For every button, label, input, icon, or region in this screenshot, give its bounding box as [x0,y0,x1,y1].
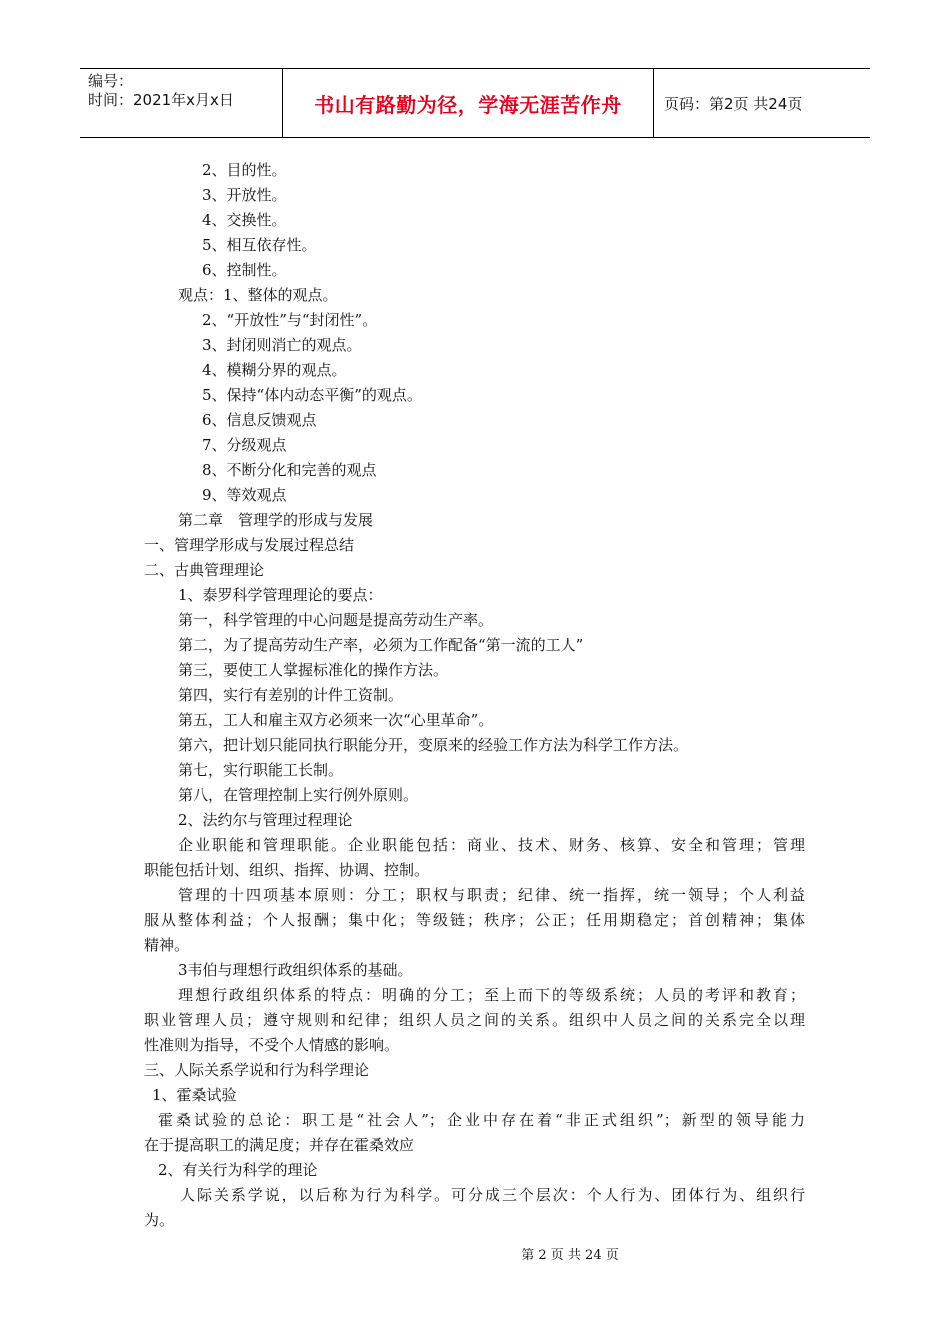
text-line: 4、交换性。 [202,211,287,229]
text-line: 职业管理人员；遵守规则和纪律；组织人员之间的关系。组织中人员之间的关系完全以理 [144,1011,805,1029]
text-line: 职能包括计划、组织、指挥、协调、控制。 [144,861,430,879]
text-line: 理想行政组织体系的特点：明确的分工；至上而下的等级系统；人员的考评和教育； [178,986,805,1004]
text-line: 5、保持“体内动态平衡”的观点。 [202,386,422,404]
text-line: 2、目的性。 [202,161,287,179]
text-line: 7、分级观点 [202,436,287,454]
text-line: 第二，为了提高劳动生产率，必须为工作配备“第一流的工人” [178,636,584,654]
text-line: 管理的十四项基本原则：分工；职权与职责；纪律、统一指挥，统一领导；个人利益 [178,886,805,904]
text-line: 4、模糊分界的观点。 [202,361,347,379]
chapter-heading: 第二章 管理学的形成与发展 [178,511,374,529]
text-line: 观点：1、整体的观点。 [178,286,338,304]
text-line: 人际关系学说，以后称为行为科学。可分成三个层次：个人行为、团体行为、组织行 [180,1186,805,1204]
document-date-label: 时间：2021年x月x日 [88,91,234,109]
header-page-info: 页码：第2页 共24页 [664,94,803,113]
text-line: 性准则为指导，不受个人情感的影响。 [144,1036,400,1054]
text-line: 第八，在管理控制上实行例外原则。 [178,786,419,804]
text-line: 8、不断分化和完善的观点 [202,461,377,479]
text-line: 服从整体利益；个人报酬；集中化；等级链；秩序；公正；任用期稳定；首创精神；集体 [144,911,805,929]
text-line: 第一，科学管理的中心问题是提高劳动生产率。 [178,611,494,629]
header-meta-cell [80,69,283,137]
text-line: 2、法约尔与管理过程理论 [178,811,353,829]
text-line: 第六，把计划只能同执行职能分开，变原来的经验工作方法为科学工作方法。 [178,736,689,754]
section-heading: 二、古典管理理论 [144,561,265,579]
header-motto: 书山有路勤为径，学海无涯苦作舟 [283,69,654,137]
text-line: 3韦伯与理想行政组织体系的基础。 [178,961,413,979]
text-line: 第五，工人和雇主双方必须来一次“心里革命”。 [178,711,494,729]
text-line: 在于提高职工的满足度；并存在霍桑效应 [144,1136,415,1154]
text-line: 为。 [144,1211,175,1229]
text-line: 3、开放性。 [202,186,287,204]
page-footer: 第 2 页 共 24 页 [521,1248,619,1263]
text-line: 6、控制性。 [202,261,287,279]
text-line: 第三，要使工人掌握标准化的操作方法。 [178,661,449,679]
section-heading: 一、管理学形成与发展过程总结 [144,536,355,554]
document-number-label: 编号： [88,72,134,90]
text-line: 9、等效观点 [202,486,287,504]
text-line: 2、“开放性”与“封闭性”。 [202,311,378,329]
text-line: 企业职能和管理职能。企业职能包括：商业、技术、财务、核算、安全和管理；管理 [178,836,805,854]
text-line: 1、泰罗科学管理理论的要点： [178,586,383,604]
page-header [80,68,870,138]
text-line: 5、相互依存性。 [202,236,317,254]
text-line: 霍桑试验的总论：职工是“社会人”；企业中存在着“非正式组织”；新型的领导能力 [158,1111,805,1129]
text-line: 第四，实行有差别的计件工资制。 [178,686,404,704]
text-line: 3、封闭则消亡的观点。 [202,336,362,354]
section-heading: 三、人际关系学说和行为科学理论 [144,1061,370,1079]
text-line: 1、霍桑试验 [152,1086,237,1104]
text-line: 2、有关行为科学的理论 [158,1161,318,1179]
text-line: 第七，实行职能工长制。 [178,761,344,779]
text-line: 精神。 [144,936,190,954]
text-line: 6、信息反馈观点 [202,411,317,429]
